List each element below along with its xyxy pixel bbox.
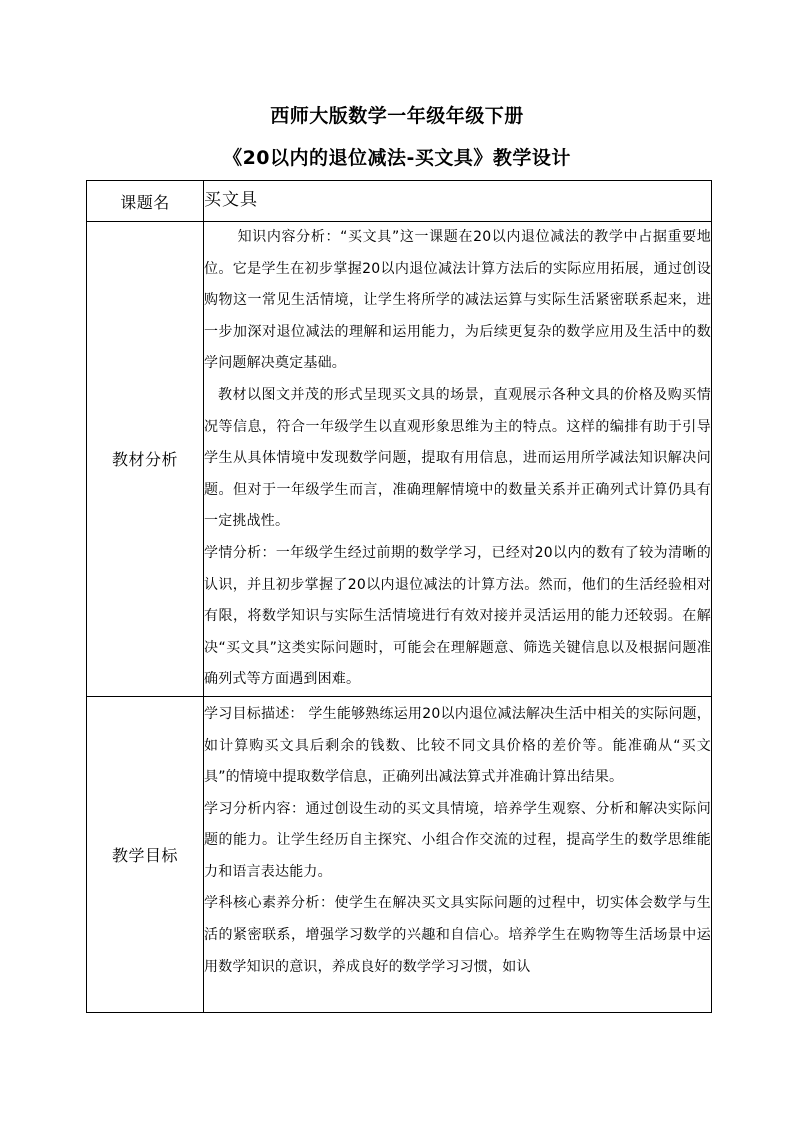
table-row-analysis: [87, 222, 712, 697]
analysis-label: 教材分析: [87, 222, 204, 697]
document-title: 西师大版数学一年级年级下册: [270, 105, 524, 127]
goals-content-clip: [204, 697, 711, 1012]
document-subtitle: 《20以内的退位减法-买文具》教学设计: [223, 147, 571, 169]
goals-paragraph-literacy: 学科核心素养分析：使学生在解决买文具实际问题的过程中，切实体会数学与生活的紧密联系，增强学习数学的兴趣和自信心。培养学生在购物等生活场景中运用数学知识的意识，养成良好的数学学习习惯，如认: [204, 895, 711, 975]
goals-paragraph-objectives: 学习目标描述： 学生能够熟练运用20以内退位减法解决生活中相关的实际问题，如计算购买文具后剩余的钱数、比较不同文具价格的差价等。能准确从“买文具”的情境中提取数学信息，正确列出减法算式并准确计算出结果。: [204, 705, 711, 786]
analysis-paragraph-knowledge: 知识内容分析：“买文具”这一课题在20以内退位减法的教学中占据重要地位。它是学生在初步掌握20以内退位减法计算方法后的实际应用拓展，通过创设购物这一常见生活情境，让学生将所学的减法运算与实际生活紧密联系起来，进一步加深对退位减法的理解和运用能力，为后续更复杂的数学应用及生活中的数学问题解决奠定基础。: [204, 229, 711, 372]
goals-label: 教学目标: [87, 696, 204, 1012]
topic-label: 课题名: [87, 181, 204, 222]
lesson-plan-table: [86, 180, 712, 1013]
analysis-paragraph-students: 学情分析：一年级学生经过前期的数学学习，已经对20以内的数有了较为清晰的认识，并且初步掌握了20以内退位减法的计算方法。然而，他们的生活经验相对有限，将数学知识与实际生活情境进行有效对接并灵活运用的能力还较弱。在解决“买文具”这类实际问题时，可能会在理解题意、筛选关键信息以及根据问题准确列式等方面遇到困难。: [204, 544, 711, 688]
topic-value: 买文具: [204, 181, 712, 222]
analysis-paragraph-textbook: 教材以图文并茂的形式呈现买文具的场景，直观展示各种文具的价格及购买情况等信息，符合一年级学生以直观形象思维为主的特点。这样的编排有助于引导学生从具体情境中发现数学问题，提取有用信息，进而运用所学减法知识解决问题。但对于一年级学生而言，准确理解情境中的数量关系并正确列式计算仍具有一定挑战性。: [204, 386, 711, 530]
table-row-topic: [87, 181, 712, 222]
goals-paragraph-analysis: 学习分析内容：通过创设生动的买文具情境，培养学生观察、分析和解决实际问题的能力。让学生经历自主探究、小组合作交流的过程，提高学生的数学思维能力和语言表达能力。: [204, 800, 711, 880]
analysis-content: [204, 222, 712, 697]
goals-content: [204, 696, 712, 1012]
table-row-goals: [87, 696, 712, 1012]
